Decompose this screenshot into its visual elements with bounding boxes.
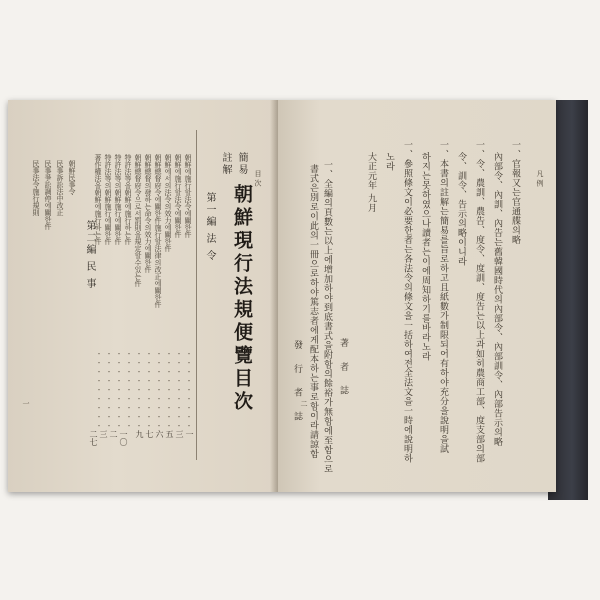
preface-line: 一、本書의註解는簡易를旨로하고且紙數가制限되어有하야充分을說明을試	[438, 140, 448, 454]
toc-title: 朝鮮現行法規便覽目次	[231, 184, 253, 414]
back-paragraph-1: 一、全編의頁數는以上에增加하야到底書式을附함의餘裕가無함에至함으로	[322, 160, 332, 474]
toc-leader-dots: ・・・・・・・・・	[115, 350, 123, 431]
toc-leader-dots: ・・・・・・・・・	[125, 350, 133, 431]
toc-page-number: 三	[99, 430, 108, 438]
toc-page-number: 一〇	[119, 430, 128, 446]
book-spread	[8, 100, 556, 492]
right-running-head: 凡 例	[536, 170, 544, 187]
preface-line: 一、令、農訓、農告、度令、度訓、度告는以上과如히農商工部、度支部의部	[474, 140, 484, 463]
toc-rule	[196, 130, 197, 460]
toc-leader-dots: ・・・・・・・・・	[185, 350, 193, 431]
author-signature: 著 者 誌	[338, 338, 348, 401]
publisher-signature: 發 行 者 誌	[292, 340, 302, 427]
toc-entry: 朝鮮總督의發하는命令의效力에關한件	[144, 154, 152, 273]
toc-entry: 著作權法을朝鮮에施行하는件	[94, 154, 102, 245]
toc-leader-dots: ・・・・・・・・・	[175, 350, 183, 431]
title-prefix-1: 簡易	[236, 152, 247, 176]
toc-entry: 朝鮮總督府令으로서罰則을規定할수있는件	[134, 154, 142, 287]
left-running-head: 目 次	[254, 170, 262, 187]
preface-line: 令、訓令、告示의略이니라	[456, 152, 466, 266]
toc-page-number: 九	[135, 430, 144, 438]
left-page	[8, 100, 278, 492]
toc-page-number: 一	[185, 430, 194, 438]
toc-entry: 特許法等의朝鮮施行에關한件	[104, 154, 112, 245]
toc-leader-dots: ・・・・・・・・・	[165, 350, 173, 431]
toc-page-number: 六	[155, 430, 164, 438]
toc-entry: 朝鮮에施行할法令에關한件	[184, 154, 192, 238]
toc-leader-dots: ・・・・・・・・・	[95, 350, 103, 431]
right-page	[278, 100, 556, 492]
preface-line: 內部令、內訓、內告는舊韓國時代의內部令、內部訓令、內部告示의略	[492, 152, 502, 447]
toc-entry: 朝鮮에施行할法令에關한件	[174, 154, 182, 238]
preface-line: 一、官報又는官通牒의略	[510, 140, 520, 245]
right-bottom-marker: 二	[300, 400, 308, 407]
toc-page-number: 五	[165, 430, 174, 438]
part-one-heading: 第一編 法 令	[204, 192, 215, 263]
preface-line: 大正元年 九月	[366, 152, 376, 213]
left-bottom-marker: 一	[22, 400, 30, 407]
toc-entry: 朝鮮民事令	[68, 160, 76, 195]
toc-entry: 特許法等의朝鮮施行에關한件	[114, 154, 122, 245]
toc-entry: 民事訴訟法中改正	[56, 160, 64, 216]
title-prefix-2: 註解	[220, 152, 231, 176]
toc-page-number: 三	[175, 430, 184, 438]
preface-line: 하지는못하였으나讀者는이에周知하기를바라노라	[420, 152, 430, 361]
toc-page-number: 二七	[89, 430, 98, 446]
toc-leader-dots: ・・・・・・・・・	[135, 350, 143, 431]
toc-leader-dots: ・・・・・・・・・	[105, 350, 113, 431]
back-paragraph-2: 書式은別로이此의一冊으로하야篤志者에게配本하는事로함이라請諒함	[308, 164, 318, 459]
toc-entry: 特許法等을朝鮮에施行하는件	[124, 154, 132, 245]
toc-entry: 朝鮮總督府令에關한件施行할法律의改正에關한件	[154, 154, 162, 308]
preface-line: 노라	[384, 152, 394, 171]
toc-leader-dots: ・・・・・・・・・	[145, 350, 153, 431]
toc-entry: 朝鮮에서의法令의效力에關한件	[164, 154, 172, 252]
toc-page-number: 七	[145, 430, 154, 438]
preface-line: 一、參照條文이必要한者는各法令의條文을一括하여전全法文을一時에說明하	[402, 140, 412, 463]
toc-leader-dots: ・・・・・・・・・	[155, 350, 163, 431]
toc-page-number: 二	[109, 430, 118, 438]
part-two-heading: 第二編 民 事	[84, 220, 95, 291]
toc-entry: 民事爭訟調停에關한件	[44, 160, 52, 230]
toc-entry: 民事法令施行規則	[32, 160, 40, 216]
